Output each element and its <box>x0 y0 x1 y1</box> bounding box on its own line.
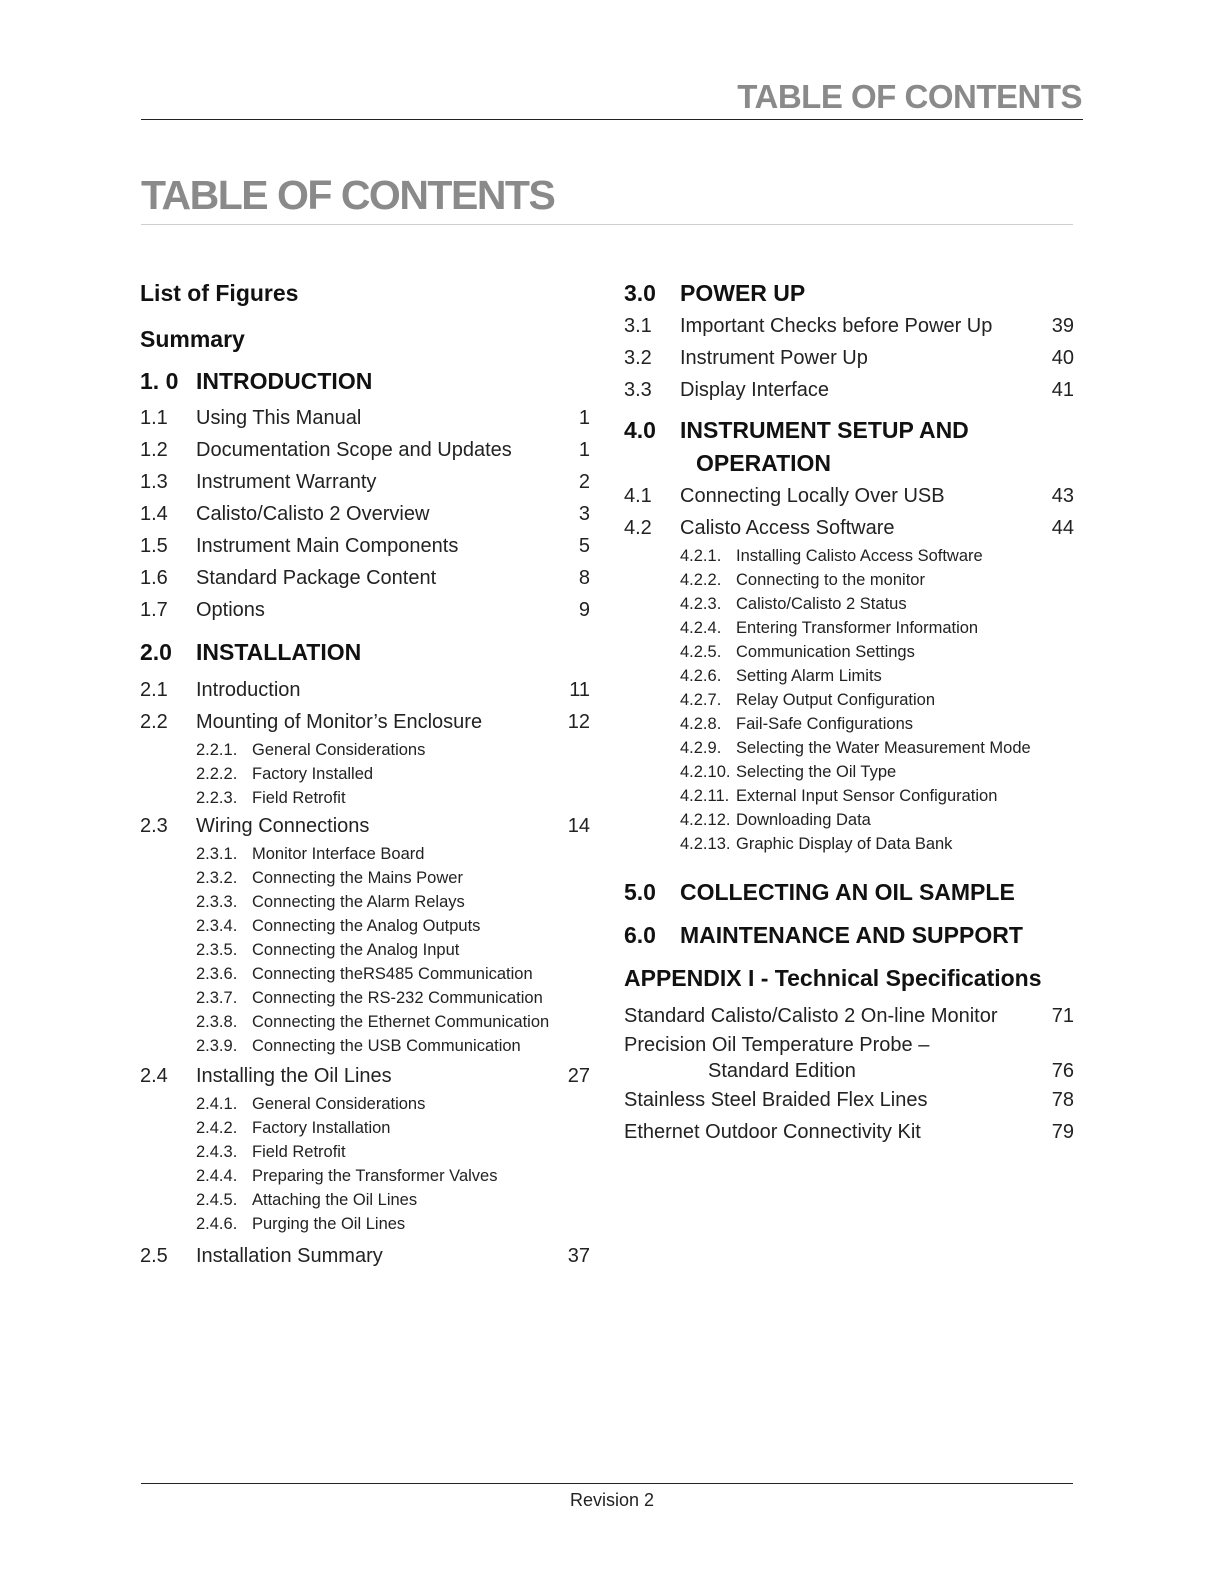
toc-entry[interactable]: 2.5 Installation Summary 37 <box>140 1244 590 1267</box>
section-number: 5.0 <box>624 878 656 905</box>
toc-subentry[interactable]: 2.4.6. Purging the Oil Lines <box>196 1214 406 1233</box>
section-title: POWER UP <box>680 279 806 306</box>
footer-rule <box>141 1483 1073 1484</box>
toc-appendix-entry[interactable]: Precision Oil Temperature Probe – Standard Edition 76 <box>624 1033 1074 1082</box>
toc-subentry[interactable]: 4.2.6. Setting Alarm Limits <box>680 666 882 685</box>
toc-subentry[interactable]: 4.2.11. External Input Sensor Configuration <box>680 786 998 805</box>
toc-section-6[interactable] <box>624 914 1074 956</box>
toc-subentry[interactable]: 2.2.2. Factory Installed <box>196 764 374 783</box>
title-rule <box>141 224 1073 225</box>
toc-entry[interactable]: 4.2 Calisto Access Software 44 <box>624 516 1074 539</box>
section-number: 4.0 <box>624 416 656 443</box>
toc-summary[interactable]: Summary <box>140 325 245 352</box>
section-title: INSTALLATION <box>196 638 362 665</box>
toc-subentry[interactable]: 4.2.9. Selecting the Water Measurement Mode <box>680 738 1031 757</box>
section-number: 2.0 <box>140 638 172 665</box>
toc-section-4[interactable] <box>624 414 1074 480</box>
toc-subentry[interactable]: 4.2.2. Connecting to the monitor <box>680 570 925 589</box>
toc-entry[interactable]: 3.3 Display Interface 41 <box>624 378 1074 401</box>
toc-entry[interactable]: 3.2 Instrument Power Up 40 <box>624 346 1074 369</box>
toc-section-1[interactable] <box>140 360 590 402</box>
toc-entry[interactable]: 3.1 Important Checks before Power Up 39 <box>624 314 1074 337</box>
section-number: 1. 0 <box>140 367 179 394</box>
toc-entry[interactable]: 2.2 Mounting of Monitor’s Enclosure 12 <box>140 710 590 733</box>
toc-appendix-1[interactable] <box>624 956 1074 1000</box>
toc-subentry[interactable]: 2.4.3. Field Retrofit <box>196 1142 346 1161</box>
toc-section-3[interactable] <box>624 276 1074 310</box>
section-title: MAINTENANCE AND SUPPORT <box>680 921 1023 948</box>
toc-subentry[interactable]: 4.2.1. Installing Calisto Access Software <box>680 546 983 565</box>
toc-subentry[interactable]: 2.4.2. Factory Installation <box>196 1118 391 1137</box>
toc-entry[interactable]: 1.3 Instrument Warranty 2 <box>140 470 590 493</box>
section-title-continued: OPERATION <box>696 449 832 476</box>
toc-entry[interactable]: 2.3 Wiring Connections 14 <box>140 814 590 837</box>
toc-entry[interactable]: 1.2 Documentation Scope and Updates 1 <box>140 438 590 461</box>
section-title: COLLECTING AN OIL SAMPLE <box>680 878 1015 905</box>
toc-subentry[interactable]: 2.3.4. Connecting the Analog Outputs <box>196 916 481 935</box>
toc-subentry[interactable]: 4.2.3. Calisto/Calisto 2 Status <box>680 594 907 613</box>
toc-subentry[interactable]: 4.2.12. Downloading Data <box>680 810 871 829</box>
page-title: TABLE OF CONTENTS <box>141 172 555 218</box>
toc-subentry[interactable]: 2.2.3. Field Retrofit <box>196 788 346 807</box>
section-title: INTRODUCTION <box>196 367 373 394</box>
toc-entry[interactable]: 1.6 Standard Package Content 8 <box>140 566 590 589</box>
toc-subentry[interactable]: 2.3.7. Connecting the RS-232 Communication <box>196 988 543 1007</box>
header-rule <box>141 119 1083 120</box>
section-number: 6.0 <box>624 921 656 948</box>
toc-appendix-entry[interactable]: Stainless Steel Braided Flex Lines 78 <box>624 1088 1074 1111</box>
toc-subentry[interactable]: 2.3.6. Connecting theRS485 Communication <box>196 964 533 983</box>
toc-section-5[interactable] <box>624 870 1074 914</box>
section-title: INSTRUMENT SETUP AND <box>680 416 969 443</box>
toc-subentry[interactable]: 2.4.1. General Considerations <box>196 1094 426 1113</box>
toc-subentry[interactable]: 2.4.5. Attaching the Oil Lines <box>196 1190 418 1209</box>
toc-subentry[interactable]: 2.4.4. Preparing the Transformer Valves <box>196 1166 498 1185</box>
toc-subentry[interactable]: 2.2.1. General Considerations <box>196 740 426 759</box>
toc-section-1-entries <box>140 402 590 626</box>
toc-entry[interactable]: 4.1 Connecting Locally Over USB 43 <box>624 484 1074 507</box>
toc-subentry[interactable]: 2.3.9. Connecting the USB Communication <box>196 1036 521 1055</box>
toc-subentry[interactable]: 2.3.5. Connecting the Analog Input <box>196 940 460 959</box>
toc-entry[interactable]: 2.1 Introduction 11 <box>140 678 590 701</box>
toc-subentry[interactable]: 4.2.13. Graphic Display of Data Bank <box>680 834 953 853</box>
toc-subentry[interactable]: 4.2.10. Selecting the Oil Type <box>680 762 897 781</box>
toc-entry[interactable]: 1.4 Calisto/Calisto 2 Overview 3 <box>140 502 590 525</box>
toc-left-column <box>140 276 590 1272</box>
footer-revision: Revision 2 <box>569 1490 655 1510</box>
toc-subentry[interactable]: 2.3.2. Connecting the Mains Power <box>196 868 463 887</box>
toc-subentry[interactable]: 4.2.8. Fail-Safe Configurations <box>680 714 914 733</box>
toc-appendix-entry[interactable]: Ethernet Outdoor Connectivity Kit 79 <box>624 1120 1074 1143</box>
toc-appendix-entry[interactable]: Standard Calisto/Calisto 2 On-line Monitor 71 <box>624 1004 1074 1027</box>
section-number: 3.0 <box>624 279 656 306</box>
toc-entry[interactable]: 1.1 Using This Manual 1 <box>140 406 590 429</box>
toc-subentry[interactable]: 4.2.5. Communication Settings <box>680 642 915 661</box>
toc-subentry[interactable]: 2.3.1. Monitor Interface Board <box>196 844 425 863</box>
toc-entry[interactable]: 1.7 Options 9 <box>140 598 590 621</box>
toc-list-of-figures[interactable]: List of Figures <box>140 279 299 306</box>
running-header-title: TABLE OF CONTENTS <box>737 78 1082 115</box>
toc-subentry[interactable]: 4.2.4. Entering Transformer Information <box>680 618 979 637</box>
appendix-title: APPENDIX I - Technical Specifications <box>624 964 1042 991</box>
toc-entry[interactable]: 1.5 Instrument Main Components 5 <box>140 534 590 557</box>
toc-subentry[interactable]: 4.2.7. Relay Output Configuration <box>680 690 936 709</box>
toc-subentry[interactable]: 2.3.3. Connecting the Alarm Relays <box>196 892 465 911</box>
toc-subentry[interactable]: 2.3.8. Connecting the Ethernet Communication <box>196 1012 550 1031</box>
toc-entry[interactable]: 2.4 Installing the Oil Lines 27 <box>140 1064 590 1087</box>
toc-section-2[interactable] <box>140 630 590 674</box>
toc-right-column <box>624 276 1074 1148</box>
